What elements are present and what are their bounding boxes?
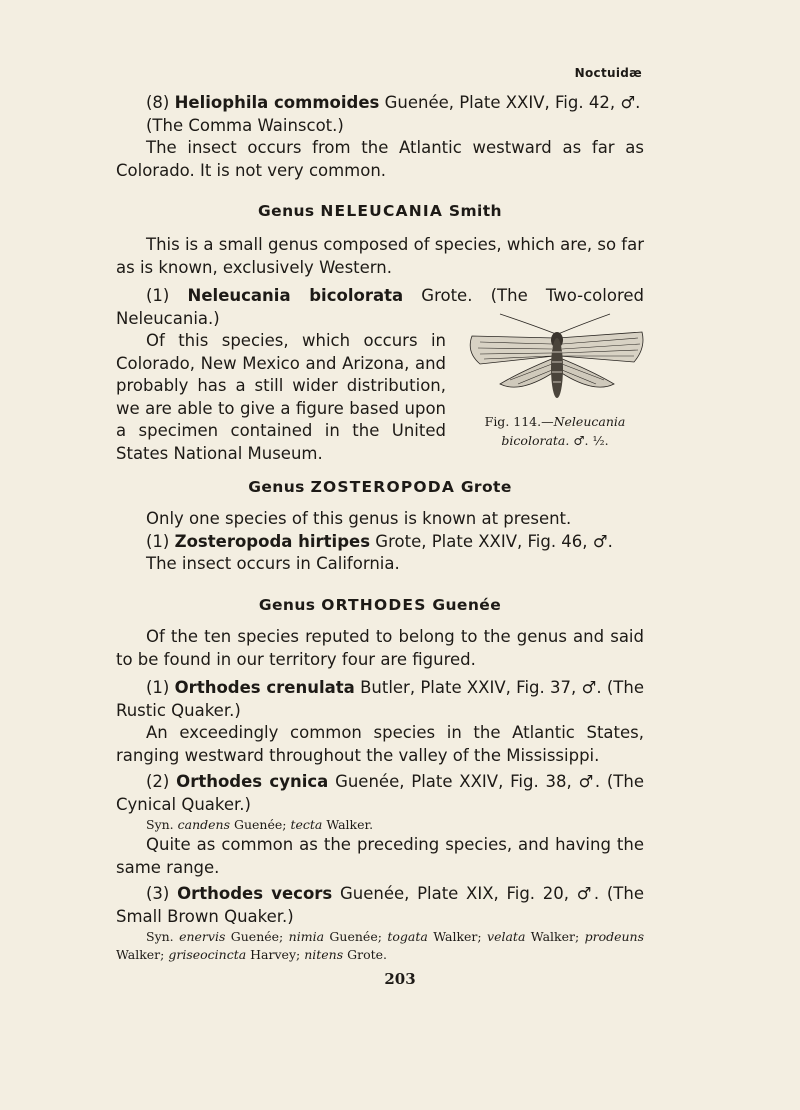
orthodes-entry	[116, 626, 644, 964]
species-description: An exceedingly common species in the Atlantic States, ranging westward throughout the valley of the Mississippi.	[116, 723, 644, 765]
genus-intro: Of the ten species reputed to belong to the genus and said to be found in our territory four are figured.	[116, 627, 644, 669]
genus-heading-zosteropoda: Genus ZOSTEROPODA Grote	[248, 478, 512, 496]
running-head: Noctuidæ	[574, 66, 642, 80]
common-name: (The Comma Wainscot.)	[146, 115, 344, 135]
zosteropoda-entry	[116, 508, 644, 576]
heliophila-entry	[116, 92, 644, 182]
species-description: Of this species, which occurs in Colorado, New Mexico and Arizona, and probably has a still wider distribution, we are able to give a figure based upon a specimen contained in the United States National Museum.	[116, 331, 446, 463]
species-line: (1) Neleucania bicolorata Grote. (The Two-colored Neleucania.)	[116, 286, 644, 328]
species-name: Orthodes vecors	[177, 884, 333, 903]
species-description: Quite as common as the preceding species, and having the same range.	[116, 835, 644, 877]
species-description: The insect occurs in California.	[146, 554, 400, 573]
moth-illustration-icon	[460, 312, 650, 412]
species-name: Orthodes cynica	[176, 772, 329, 791]
page-number: 203	[384, 970, 416, 988]
genus-intro: This is a small genus composed of species, which are, so far as is known, exclusively Western.	[116, 235, 644, 277]
figure-114	[460, 312, 650, 462]
synonymy: Syn. candens Guenée; tecta Walker.	[146, 817, 374, 832]
species-line: (3) Orthodes vecors Guenée, Plate XIX, Fig. 20, ♂. (The Small Brown Quaker.)	[116, 884, 644, 926]
species-line: (1) Zosteropoda hirtipes Grote, Plate XXIV, Fig. 46, ♂.	[146, 531, 613, 551]
species-name: Zosteropoda hirtipes	[174, 531, 371, 551]
synonymy: Syn. enervis Guenée; nimia Guenée; togata Walker; velata Walker; prodeuns Walker; griseocincta Harvey; nitens Grote.	[116, 929, 645, 962]
genus-heading-orthodes: Genus ORTHODES Guenée	[258, 596, 502, 614]
genus-heading-neleucania: Genus NELEUCANIA Smith	[258, 202, 502, 220]
species-line: (8) Heliophila commoides Guenée, Plate XXIV, Fig. 42, ♂.	[146, 93, 641, 112]
species-name: Orthodes crenulata	[174, 678, 355, 697]
species-line: (1) Orthodes crenulata Butler, Plate XXIV, Fig. 37, ♂. (The Rustic Quaker.)	[116, 678, 644, 720]
species-name: Heliophila commoides	[174, 93, 380, 112]
species-description: The insect occurs from the Atlantic westward as far as Colorado. It is not very common.	[116, 138, 644, 180]
species-line: (2) Orthodes cynica Guenée, Plate XXIV, Fig. 38, ♂. (The Cynical Quaker.)	[116, 772, 644, 814]
figure-species: Neleucania bicolorata.	[501, 414, 626, 448]
species-name: Neleucania bicolorata	[187, 286, 404, 305]
figure-caption: Fig. 114.—Neleucania bicolorata. ♂. ½.	[484, 414, 626, 448]
genus-intro: Only one species of this genus is known at present.	[146, 509, 572, 528]
